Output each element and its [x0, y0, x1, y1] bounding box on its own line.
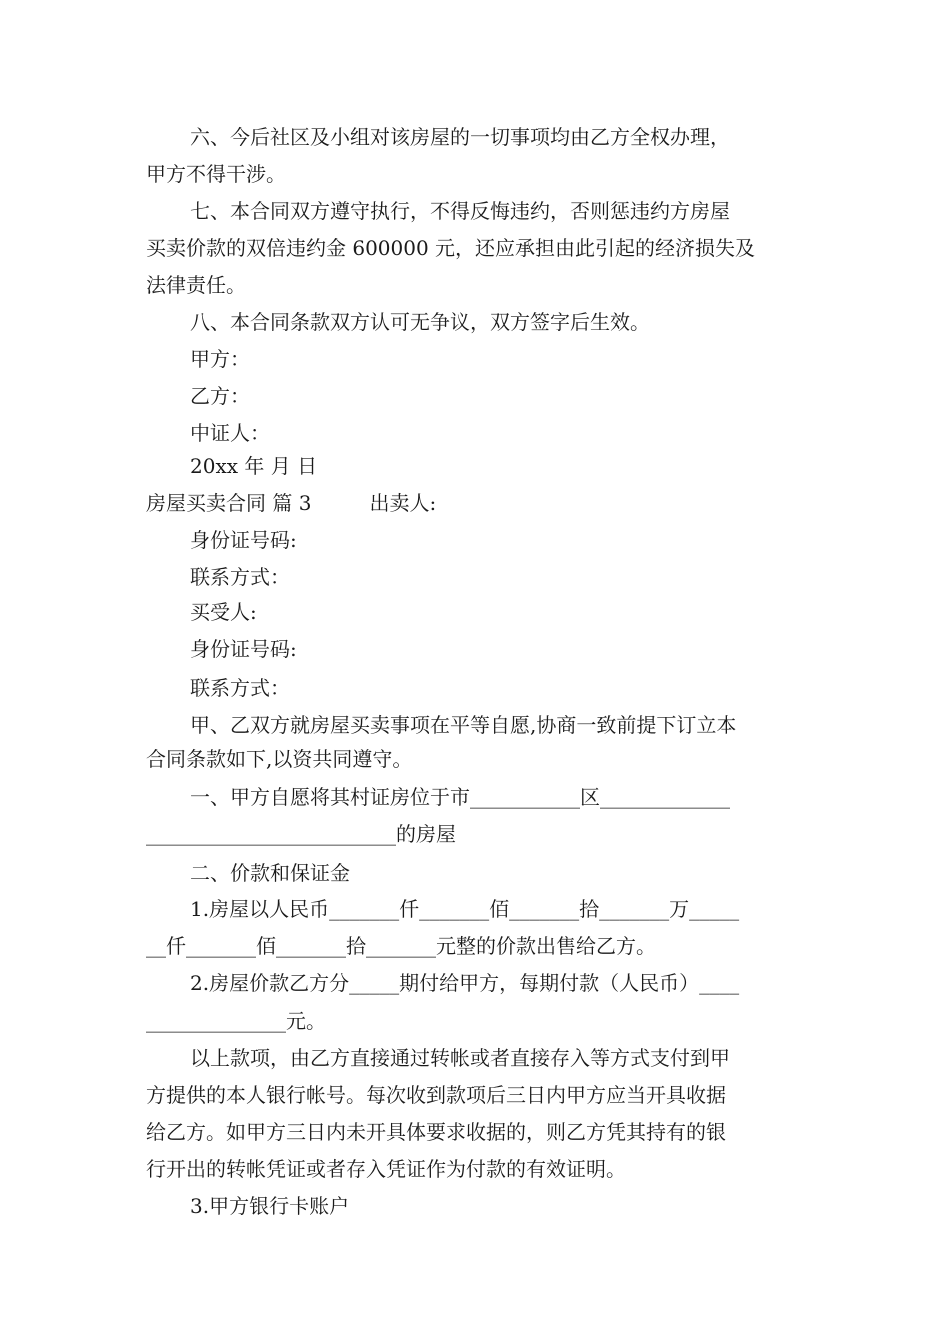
installment-line-2: ______________元。 — [146, 1009, 326, 1033]
installment-line-1: 2.房屋价款乙方分_____期付给甲方，每期付款（人民币）____ — [190, 971, 740, 995]
preamble-line-1: 甲、乙双方就房屋买卖事项在平等自愿,协商一致前提下订立本 — [190, 713, 737, 737]
price-line-2: __仟_______佰_______拾_______元整的价款出售给乙方。 — [146, 934, 656, 958]
preamble-line-2: 合同条款如下,以资共同遵守。 — [146, 747, 413, 771]
bank-account-heading: 3.甲方银行卡账户 — [190, 1194, 350, 1218]
clause-7-line-2: 买卖价款的双倍违约金 600000 元，还应承担由此引起的经济损失及 — [146, 236, 756, 260]
article-2-heading: 二、价款和保证金 — [190, 861, 350, 885]
section-heading-row — [146, 489, 436, 517]
party-a-label: 甲方： — [190, 347, 250, 371]
payment-line-4: 行开出的转帐凭证或者存入凭证作为付款的有效证明。 — [146, 1157, 626, 1181]
buyer-label: 买受人: — [190, 600, 257, 624]
witness-label: 中证人： — [190, 421, 270, 445]
section-heading: 房屋买卖合同 篇 3 — [146, 491, 312, 515]
clause-7-line-3: 法律责任。 — [146, 273, 246, 297]
clause-8: 八、本合同条款双方认可无争议，双方签字后生效。 — [190, 310, 650, 334]
buyer-contact-label: 联系方式： — [190, 676, 290, 700]
date-line: 20xx 年 月 日 — [190, 454, 318, 478]
clause-7-line-1: 七、本合同双方遵守执行，不得反悔违约，否则惩违约方房屋 — [190, 199, 730, 223]
clause-6-line-1: 六、今后社区及小组对该房屋的一切事项均由乙方全权办理， — [190, 125, 730, 149]
party-b-label: 乙方： — [190, 384, 250, 408]
article-1-line-1: 一、甲方自愿将其村证房位于市___________区_____________ — [190, 785, 730, 809]
seller-contact-label: 联系方式： — [190, 565, 290, 589]
buyer-id-label: 身份证号码: — [190, 637, 297, 661]
payment-line-3: 给乙方。如甲方三日内未开具体要求收据的，则乙方凭其持有的银 — [146, 1120, 726, 1144]
seller-id-label: 身份证号码: — [190, 528, 297, 552]
payment-line-1: 以上款项，由乙方直接通过转帐或者直接存入等方式支付到甲 — [190, 1046, 730, 1070]
seller-label: 出卖人: — [369, 491, 437, 515]
clause-6-line-2: 甲方不得干涉。 — [146, 162, 286, 186]
payment-line-2: 方提供的本人银行帐号。每次收到款项后三日内甲方应当开具收据 — [146, 1083, 726, 1107]
article-1-line-2: _________________________的房屋 — [146, 822, 456, 846]
price-line-1: 1.房屋以人民币_______仟_______佰_______拾_______万_____ — [190, 897, 740, 921]
